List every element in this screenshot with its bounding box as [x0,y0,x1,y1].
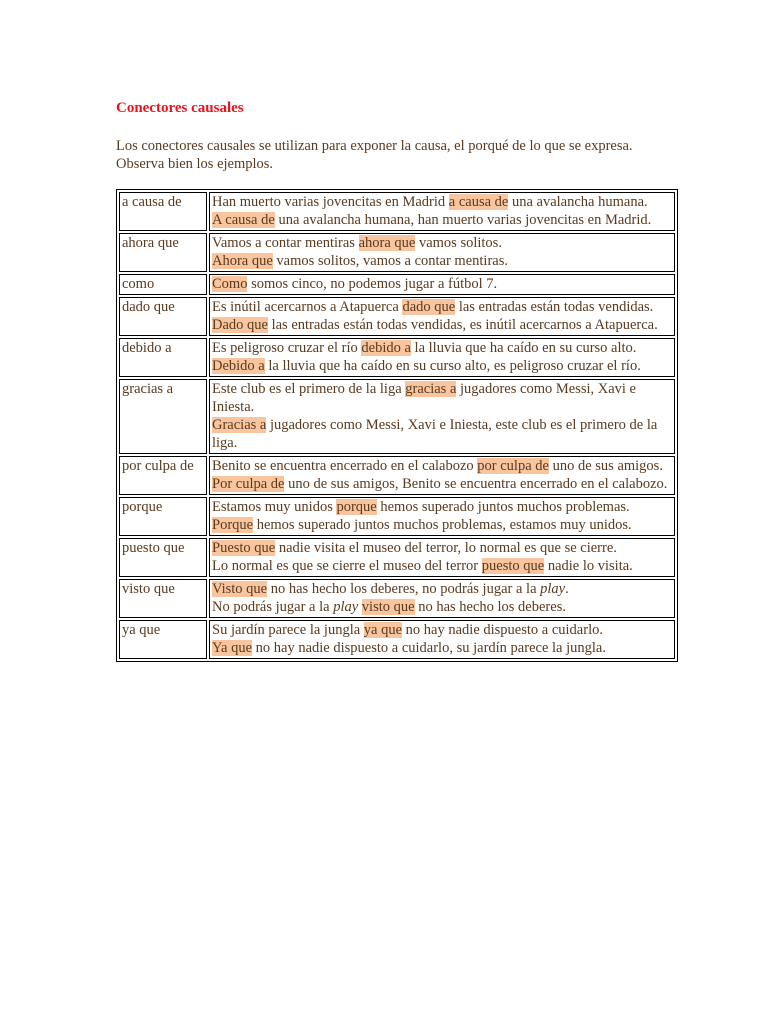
sentence-text: . [565,581,569,597]
sentence-text: la lluvia que ha caído en su curso alto. [410,340,637,356]
highlighted-connector: visto que [361,599,415,615]
highlighted-connector: dado que [402,299,456,315]
sentence-text: jugadores como Messi, Xavi e Iniesta, este club es el primero de la liga. [212,417,658,451]
sentence-text: uno de sus amigos. [548,458,663,474]
highlighted-connector: Ahora que [212,253,273,269]
highlighted-connector: Dado que [212,317,268,333]
connector-term: puesto que [119,538,207,577]
example-sentence [212,475,672,493]
table-row [119,379,675,454]
connector-examples [209,579,675,618]
document-page [116,98,678,662]
sentence-text: somos cinco, no podemos jugar a fútbol 7. [247,276,498,292]
highlighted-connector: Por culpa de [212,476,285,492]
sentence-text: Estamos muy unidos [212,499,337,515]
sentence-text: no hay nadie dispuesto a cuidarlo. [402,622,603,638]
table-row [119,579,675,618]
sentence-text: uno de sus amigos, Benito se encuentra encerrado en el calabozo. [284,476,668,492]
example-sentence [212,234,672,252]
sentence-text: las entradas están todas vendidas, es inútil acercarnos a Atapuerca. [267,317,658,333]
example-sentence [212,316,672,334]
sentence-text: Vamos a contar mentiras [212,235,359,251]
connector-examples [209,338,675,377]
connector-examples [209,274,675,295]
example-sentence [212,252,672,270]
example-sentence [212,621,672,639]
sentence-text: Este club es el primero de la liga [212,381,406,397]
example-sentence [212,639,672,657]
sentence-text: Benito se encuentra encerrado en el calabozo [212,458,478,474]
connector-examples [209,192,675,231]
table-row [119,192,675,231]
connector-term: como [119,274,207,295]
connector-examples [209,456,675,495]
sentence-text: la lluvia que ha caído en su curso alto, es peligroso cruzar el río. [264,358,641,374]
highlighted-connector: por culpa de [477,458,549,474]
example-sentence [212,275,672,293]
example-sentence [212,539,672,557]
table-row [119,456,675,495]
sentence-text: no hay nadie dispuesto a cuidarlo, su jardín parece la jungla. [252,640,606,656]
connectors-table [116,189,678,662]
table-row [119,233,675,272]
sentence-text: Han muerto varias jovencitas en Madrid [212,194,449,210]
sentence-text: hemos superado juntos muchos problemas. [376,499,630,515]
intro-paragraph: Los conectores causales se utilizan para exponer la causa, el porqué de lo que se expresa. Observa bien los ejemplos. [116,138,633,172]
connector-examples [209,620,675,659]
page-title: Conectores causales [116,100,244,116]
highlighted-connector: Debido a [212,358,265,374]
example-sentence [212,416,672,452]
example-sentence [212,598,672,616]
sentence-text: no has hecho los deberes. [414,599,566,615]
example-sentence [212,298,672,316]
connector-examples [209,497,675,536]
sentence-text: hemos superado juntos muchos problemas, estamos muy unidos. [253,517,632,533]
sentence-text: una avalancha humana. [508,194,648,210]
sentence-text: una avalancha humana, han muerto varias jovencitas en Madrid. [274,212,652,228]
table-row [119,274,675,295]
table-row [119,538,675,577]
sentence-text: Lo normal es que se cierre el museo del terror [212,558,482,574]
example-sentence [212,193,672,211]
highlighted-connector: Gracias a [212,417,267,433]
connector-term: por culpa de [119,456,207,495]
connector-term: ahora que [119,233,207,272]
highlighted-connector: A causa de [212,212,275,228]
highlighted-connector: Visto que [212,581,268,597]
sentence-text: Es inútil acercarnos a Atapuerca [212,299,403,315]
highlighted-connector: puesto que [481,558,545,574]
table-row [119,338,675,377]
example-sentence [212,557,672,575]
connector-term: a causa de [119,192,207,231]
highlighted-connector: Puesto que [212,540,276,556]
highlighted-connector: ahora que [358,235,416,251]
sentence-text: jugadores como Messi, Xavi e Iniesta. [212,381,636,415]
connector-examples [209,538,675,577]
highlighted-connector: Como [212,276,248,292]
example-sentence [212,498,672,516]
sentence-text: Es peligroso cruzar el río [212,340,362,356]
table-row [119,620,675,659]
connector-term: gracias a [119,379,207,454]
example-sentence [212,457,672,475]
connector-term: visto que [119,579,207,618]
sentence-text: No podrás jugar a la [212,599,334,615]
italic-word: play [333,599,359,615]
example-sentence [212,211,672,229]
example-sentence [212,339,672,357]
connector-term: debido a [119,338,207,377]
connector-examples [209,297,675,336]
sentence-text: nadie visita el museo del terror, lo normal es que se cierre. [275,540,617,556]
italic-word: play [540,581,566,597]
highlighted-connector: Porque [212,517,254,533]
connector-examples [209,233,675,272]
table-row [119,497,675,536]
example-sentence [212,357,672,375]
sentence-text: las entradas están todas vendidas. [455,299,654,315]
highlighted-connector: a causa de [448,194,509,210]
highlighted-connector: debido a [361,340,411,356]
table-row [119,297,675,336]
highlighted-connector: porque [336,499,377,515]
sentence-text: vamos solitos, vamos a contar mentiras. [272,253,508,269]
highlighted-connector: Ya que [212,640,253,656]
connector-term: dado que [119,297,207,336]
example-sentence [212,380,672,416]
example-sentence [212,580,672,598]
highlighted-connector: ya que [363,622,403,638]
highlighted-connector: gracias a [405,381,457,397]
connector-examples [209,379,675,454]
sentence-text: vamos solitos. [415,235,502,251]
connector-term: ya que [119,620,207,659]
connectors-table-body [119,192,675,659]
sentence-text: Su jardín parece la jungla [212,622,364,638]
example-sentence [212,516,672,534]
sentence-text: nadie lo visita. [544,558,633,574]
connector-term: porque [119,497,207,536]
sentence-text: no has hecho los deberes, no podrás jugar a la [267,581,541,597]
